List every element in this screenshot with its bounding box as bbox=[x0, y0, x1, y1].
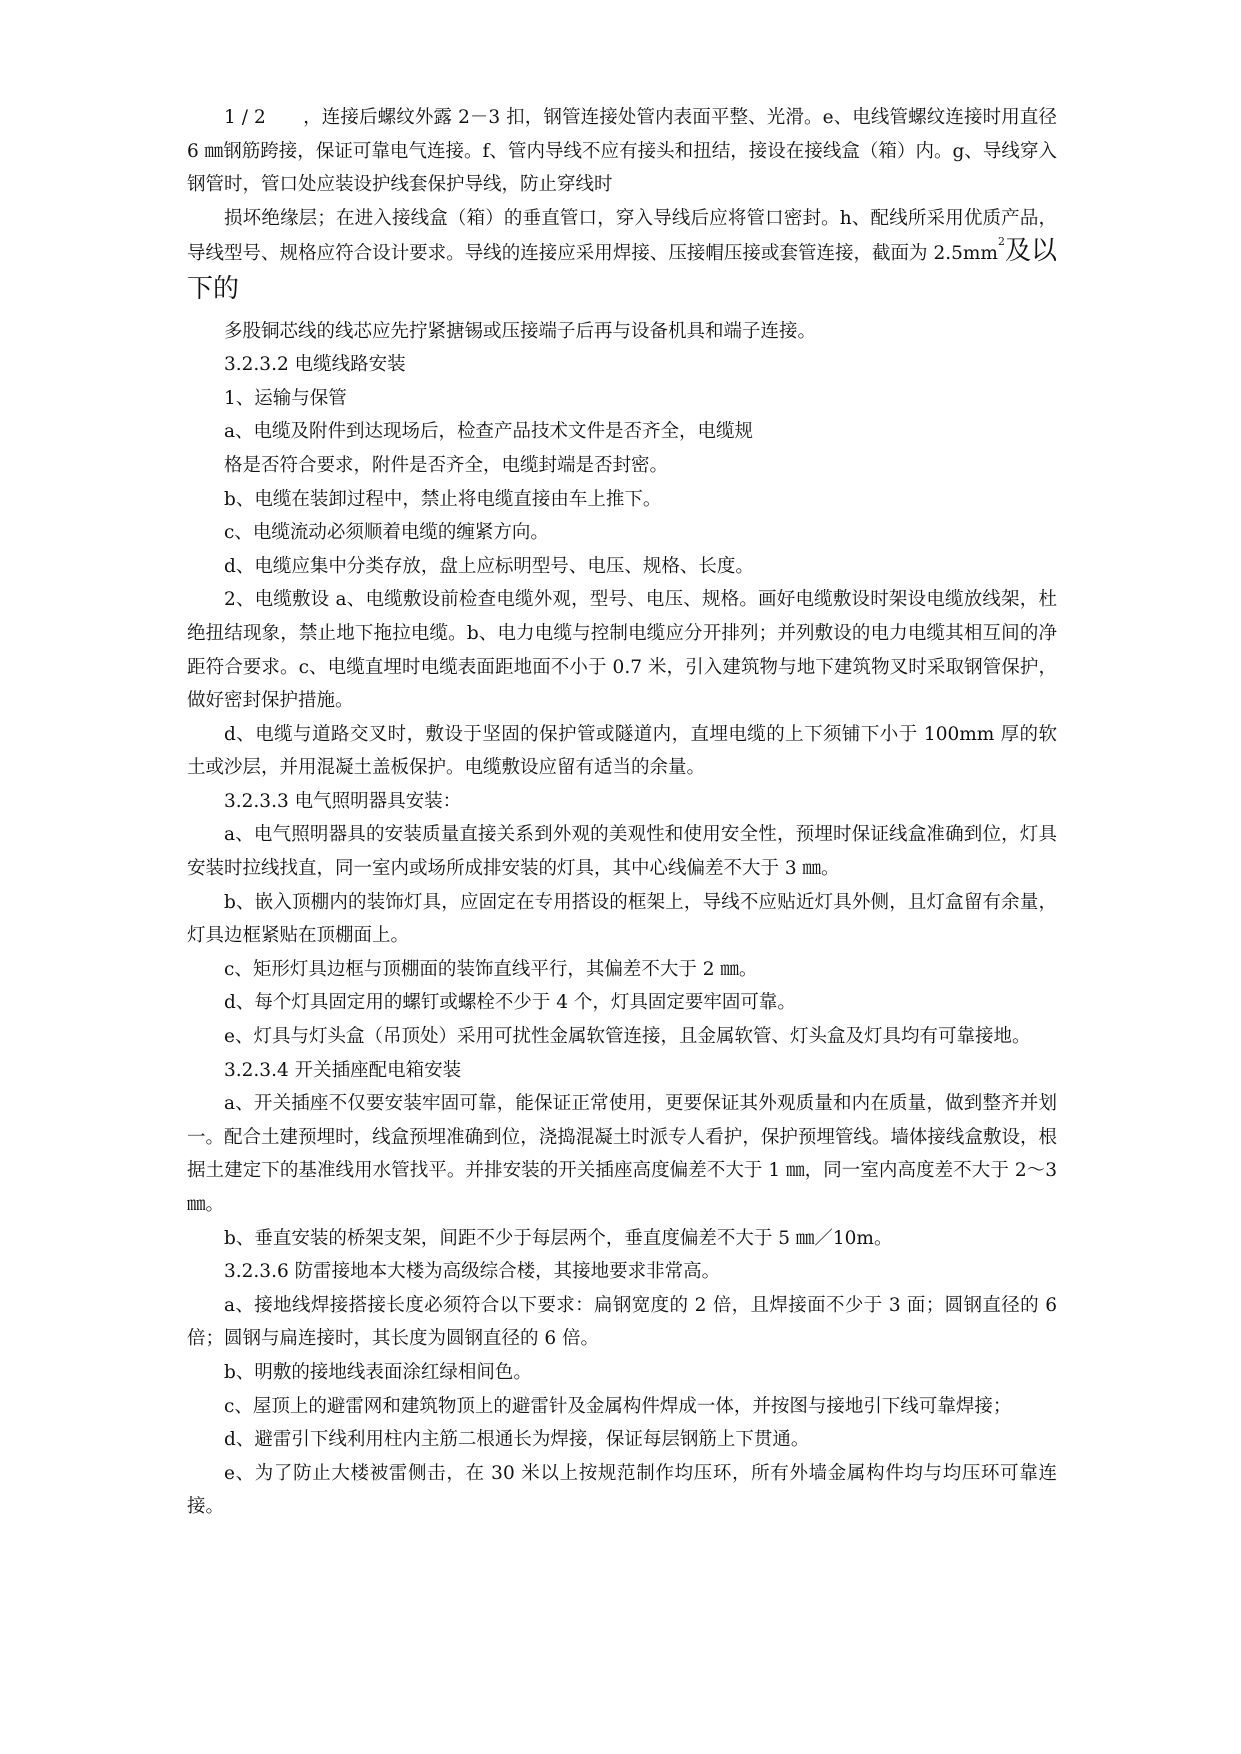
paragraph: e、为了防止大楼被雷侧击，在 30 米以上按规范制作均压环，所有外墙金属构件均与均压环可靠连接。 bbox=[187, 1462, 1057, 1518]
paragraph: a、开关插座不仅要安装牢固可靠，能保证正常使用，更要保证其外观质量和内在质量，做到整齐并划一。配合土建预埋时，线盒预埋准确到位，浇捣混凝土时派专人看护，保护预埋管线。墙体接线盒敷设，根据土建定下的基准线用水管找平。并排安装的开关插座高度偏差不大于 1 ㎜，同一室内高度差不大于 2～3 ㎜。 bbox=[187, 1093, 1057, 1215]
large-text: 及以下的 bbox=[187, 236, 1057, 304]
paragraph: b、嵌入顶棚内的装饰灯具，应固定在专用搭设的框架上，导线不应贴近灯具外侧，且灯盒留有余量，灯具边框紧贴在顶棚面上。 bbox=[187, 891, 1057, 947]
paragraph: a、电气照明器具的安装质量直接关系到外观的美观性和使用安全性，预埋时保证线盒准确到位，灯具安装时拉线找直，同一室内或场所成排安装的灯具，其中心线偏差不大于 3 ㎜。 bbox=[187, 824, 1057, 880]
body-text bbox=[187, 101, 1057, 1524]
paragraph: d、每个灯具固定用的螺钉或螺栓不少于 4 个，灯具固定要牢固可靠。 bbox=[224, 992, 796, 1014]
superscript: 2 bbox=[997, 235, 1005, 249]
paragraph: e、灯具与灯头盒（吊顶处）采用可扰性金属软管连接，且金属软管、灯头盒及灯具均有可靠接地。 bbox=[224, 1026, 1031, 1048]
paragraph: a、接地线焊接搭接长度必须符合以下要求：扁钢宽度的 2 倍，且焊接面不少于 3 面；圆钢直径的 6 倍；圆钢与扁连接时，其长度为圆钢直径的 6 倍。 bbox=[187, 1294, 1057, 1350]
paragraph: 多股铜芯线的线芯应先拧紧搪锡或压接端子后再与设备机具和端子连接。 bbox=[224, 320, 817, 342]
section-heading: 3.2.3.6 防雷接地本大楼为高级综合楼，其接地要求非常高。 bbox=[224, 1261, 721, 1283]
paragraph: d、电缆与道路交叉时，敷设于坚固的保护管或隧道内，直埋电缆的上下须铺下小于 100mm 厚的软土或沙层，并用混凝土盖板保护。电缆敷设应留有适当的余量。 bbox=[187, 723, 1057, 779]
paragraph: 格是否符合要求，附件是否齐全，电缆封端是否封密。 bbox=[224, 454, 669, 476]
paragraph-text: 损坏绝缘层；在进入接线盒（箱）的垂直管口，穿入导线后应将管口密封。h、配线所采用优质产品，导线型号、规格应符合设计要求。导线的连接应采用焊接、压接帽压接或套管连接，截面为 2.5mm bbox=[187, 207, 1057, 265]
paragraph: c、矩形灯具边框与顶棚面的装饰直线平行，其偏差不大于 2 ㎜。 bbox=[224, 958, 758, 980]
section-heading: 3.2.3.2 电缆线路安装 bbox=[224, 354, 406, 376]
paragraph: d、电缆应集中分类存放，盘上应标明型号、电压、规格、长度。 bbox=[224, 555, 754, 577]
paragraph: b、电缆在装卸过程中，禁止将电缆直接由车上推下。 bbox=[224, 488, 662, 510]
paragraph: 1 / 2 ，连接后螺纹外露 2－3 扣，钢管连接处管内表面平整、光滑。e、电线管螺纹连接时用直径 6 ㎜钢筋跨接，保证可靠电气连接。f、管内导线不应有接头和扭结，接设在接线盒（箱）内。g、导线穿入钢管时，管口处应装设护线套保护导线，防止穿线时 bbox=[187, 107, 1057, 196]
paragraph bbox=[187, 202, 1057, 309]
section-heading: 3.2.3.4 开关插座配电箱安装 bbox=[224, 1059, 462, 1081]
paragraph: a、电缆及附件到达现场后，检查产品技术文件是否齐全，电缆规 bbox=[224, 421, 754, 443]
section-heading: 3.2.3.3 电气照明器具安装： bbox=[224, 790, 462, 812]
paragraph: b、明敷的接地线表面涂红绿相间色。 bbox=[224, 1361, 532, 1383]
paragraph: d、避雷引下线利用柱内主筋二根通长为焊接，保证每层钢筋上下贯通。 bbox=[224, 1429, 810, 1451]
paragraph: 2、电缆敷设 a、电缆敷设前检查电缆外观，型号、电压、规格。画好电缆敷设时架设电缆放线架，杜绝扭结现象，禁止地下拖拉电缆。b、电力电缆与控制电缆应分开排列；并列敷设的电力电缆其相互间的净距符合要求。c、电缆直埋时电缆表面距地面不小于 0.7 米，引入建筑物与地下建筑物叉时采取钢管保护，做好密封保护措施。 bbox=[187, 589, 1057, 712]
paragraph: b、垂直安装的桥架支架，间距不少于每层两个，垂直度偏差不大于 5 ㎜／10m。 bbox=[224, 1227, 893, 1249]
paragraph: c、屋顶上的避雷网和建筑物顶上的避雷针及金属构件焊成一体，并按图与接地引下线可靠焊接； bbox=[224, 1395, 1012, 1417]
paragraph: c、电缆流动必须顺着电缆的缠紧方向。 bbox=[224, 522, 549, 544]
subheading: 1、运输与保管 bbox=[224, 387, 347, 409]
